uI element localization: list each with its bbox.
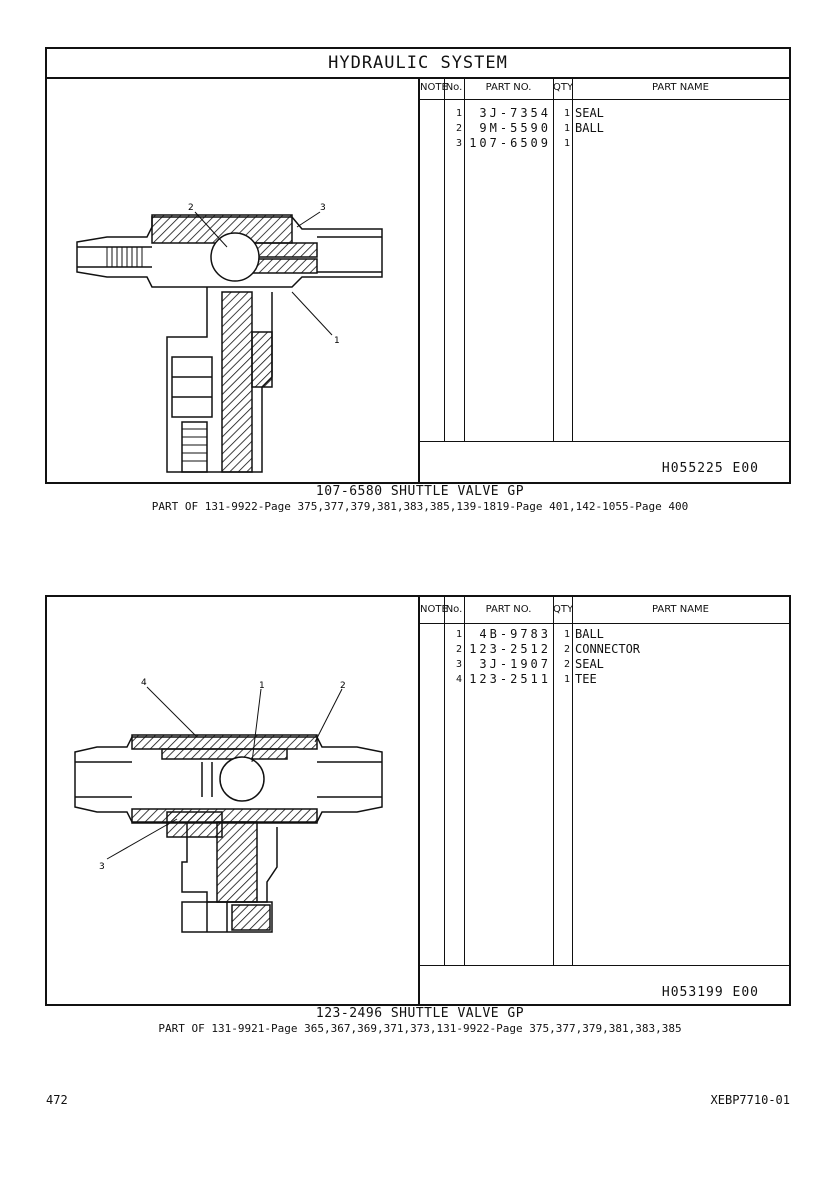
row-qty: 1: [563, 674, 570, 685]
row-no: 3: [455, 659, 462, 670]
row-part-name: BALL: [575, 121, 604, 135]
header-part-name: PART NAME: [651, 82, 709, 93]
shuttle-valve-drawing-1: [47, 77, 418, 482]
row-part-no: 3J-7354: [479, 106, 551, 120]
row-part-name: TEE: [575, 672, 597, 686]
row-no: 3: [455, 138, 462, 149]
document-id: XEBP7710-01: [710, 1093, 790, 1107]
row-qty: 2: [563, 644, 570, 655]
row-qty: 1: [563, 629, 570, 640]
callout-2: 2: [188, 203, 194, 213]
table-row: [420, 136, 789, 151]
parts-table-1: [420, 77, 789, 482]
header-no: No.: [445, 82, 463, 93]
header-qty: QTY: [553, 82, 574, 93]
table-row: [420, 672, 789, 687]
row-part-name: BALL: [575, 627, 604, 641]
section-title: HYDRAULIC SYSTEM: [47, 49, 789, 79]
header-no: No.: [445, 604, 463, 615]
header-part-name: PART NAME: [651, 604, 709, 615]
row-qty: 2: [563, 659, 570, 670]
row-part-name: SEAL: [575, 106, 604, 120]
row-no: 2: [455, 644, 462, 655]
illustration-code-2: H053199 E00: [661, 985, 759, 1000]
parts-panel-1: [45, 47, 791, 484]
group-title-2: 123-2496 SHUTTLE VALVE GP: [315, 1006, 525, 1021]
parts-panel-2: [45, 595, 791, 1006]
page-number: 472: [46, 1093, 68, 1107]
row-part-no: 3J-1907: [479, 657, 551, 671]
illustration-1: [47, 77, 420, 482]
callout-4: 4: [141, 678, 147, 688]
row-qty: 1: [563, 108, 570, 119]
group-subtitle-1: PART OF 131-9922-Page 375,377,379,381,383,385,139-1819-Page 401,142-1055-Page 400: [151, 500, 689, 513]
header-qty: QTY: [553, 604, 574, 615]
row-part-name: SEAL: [575, 657, 604, 671]
row-part-no: 4B-9783: [479, 627, 551, 641]
parts-table-2: [420, 597, 789, 1004]
table-row: [420, 657, 789, 672]
shuttle-valve-drawing-2: [47, 597, 418, 1004]
callout-1: 1: [259, 681, 265, 691]
row-qty: 1: [563, 123, 570, 134]
callout-1: 1: [334, 336, 340, 346]
callout-3: 3: [320, 203, 326, 213]
callout-3: 3: [99, 862, 105, 872]
header-note: NOTE: [420, 604, 448, 615]
row-qty: 1: [563, 138, 570, 149]
row-part-name: CONNECTOR: [575, 642, 641, 656]
callout-2: 2: [340, 681, 346, 691]
group-subtitle-2: PART OF 131-9921-Page 365,367,369,371,373,131-9922-Page 375,377,379,381,383,385: [158, 1022, 682, 1035]
header-part-no: PART NO.: [485, 604, 532, 615]
row-part-no: 107-6509: [469, 136, 551, 150]
row-no: 1: [455, 629, 462, 640]
row-no: 4: [455, 674, 462, 685]
table-row: [420, 106, 789, 121]
row-no: 1: [455, 108, 462, 119]
header-note: NOTE: [420, 82, 448, 93]
header-part-no: PART NO.: [485, 82, 532, 93]
illustration-code-1: H055225 E00: [661, 461, 759, 476]
table-row: [420, 627, 789, 642]
row-part-no: 123-2511: [469, 672, 551, 686]
row-no: 2: [455, 123, 462, 134]
table-row: [420, 642, 789, 657]
illustration-2: [47, 597, 420, 1004]
row-part-no: 123-2512: [469, 642, 551, 656]
row-part-no: 9M-5590: [479, 121, 551, 135]
group-title-1: 107-6580 SHUTTLE VALVE GP: [315, 484, 525, 499]
table-row: [420, 121, 789, 136]
